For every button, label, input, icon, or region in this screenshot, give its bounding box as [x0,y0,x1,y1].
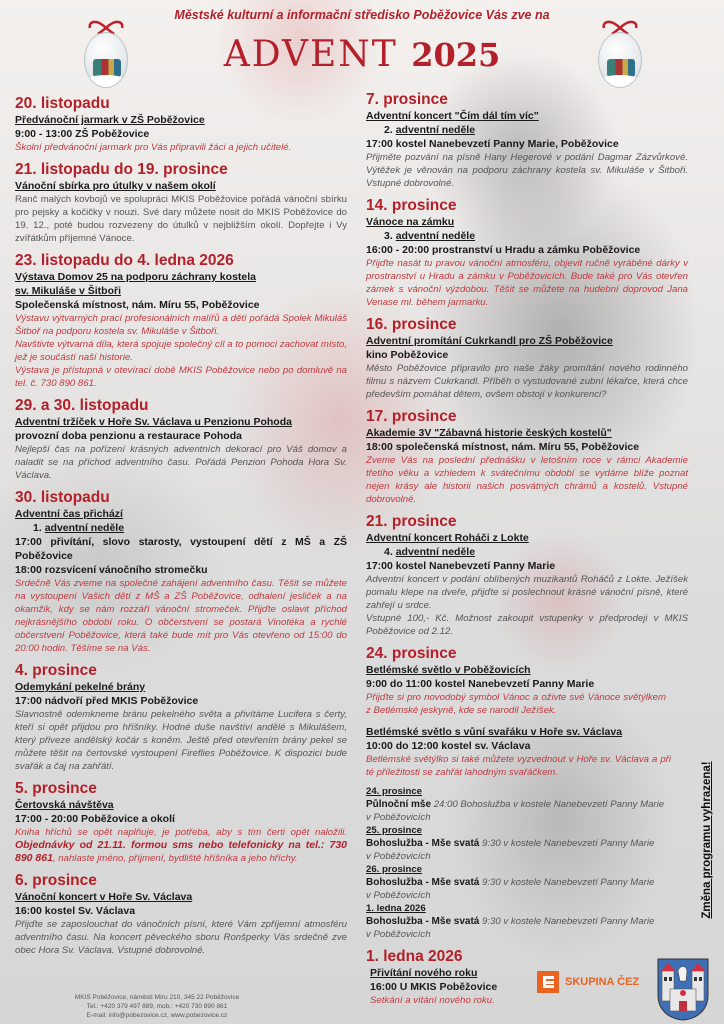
sunday-number: 4. [384,546,393,558]
event-title: Adventní tržíček v Hoře Sv. Václava u Penzionu Pohoda [15,416,292,428]
mass-name: Bohoslužba - Mše svatá [366,838,480,849]
desc-text: Kniha hříchů se opět naplňuje, je potřeba, aby s tím čerti opět naložili. [15,827,347,838]
sunday-label: adventní neděle [44,522,125,534]
mass-detail: 9:30 v kostele Nanebevzetí Panny Marie [482,877,655,888]
mass-place-text: v Poběžovicích [366,890,431,901]
event-16-dec [366,315,688,401]
event-title: Předvánoční jarmark v ZŠ Poběžovice [15,114,205,126]
event-desc [15,826,347,865]
event-24-dec [366,644,688,779]
event-date: 23. listopadu do 4. ledna 2026 [15,252,234,269]
event-title: Vánoční koncert v Hoře Sv. Václava [15,891,193,903]
event-date: 7. prosince [366,91,448,108]
event-desc: Setkání a vítání nového roku. [370,995,495,1006]
event-time: 16:00 U MKIS Poběžovice [370,981,498,993]
event-desc: Přijďte si pro novodobý symbol Vánoc a oživte své Vánoce světýlkem z Betlémské jeskyně, kde se narodil Ježíšek. [366,692,666,716]
title-year: 2025 [411,36,501,74]
event-desc: Přijďte se zaposlouchat do vánočních písní, které Vám zpříjemní atmosféru adventního času. Na koncert pěveckého sboru Ronšperky Vás srdečně zve obec Hora Sv. Václava. Vstupné dobrovolné. [15,919,347,956]
mass-item [366,837,688,850]
program-change-note [697,745,717,935]
event-desc: Slavnostně odemkneme bránu pekelného světa a přivítáme Lucifera s čerty, kteří si opět přijdou pro hříšníky. Hodné duše navštíví andělé s Mikulášem, který přiveze andělský kočár s koněm. Ještě před otevřením brány pekel se můžete těšit na čertovské vystoupení Fireflies Poběžovice. K dispozici bude svařák a čaj na zahřátí. [15,709,347,772]
mass-item [366,876,688,889]
mass-date: 25. prosince [366,825,422,836]
title-text: ADVENT [223,34,398,75]
mass-place-text: v Poběžovicích [366,929,431,940]
advent-sunday [15,521,347,535]
left-column [15,94,347,963]
event-title: Betlémské světlo v Poběžovicích [366,664,531,676]
event-title: Adventní koncert "Čím dál tím víc" [366,110,539,122]
advent-sunday [366,545,688,559]
mass-item [366,915,688,928]
event-desc: Adventní koncert v podání oblíbených muzikantů Roháčů z Lokte. Ježíšek pomalu klepe na dveře, přijďte si poslechnout krásné vánoční písně, které zahřejí u srdce. [366,574,688,611]
event-time: 9:00 - 13:00 ZŠ Poběžovice [15,128,150,140]
event-time: Společenská místnost, nám. Míru 55, Poběžovice [15,299,260,311]
event-7-dec [366,90,688,190]
mass-name: Bohoslužba - Mše svatá [366,877,480,888]
event-desc: Školní předvánoční jarmark pro Vás připravili žáci a jejich učitelé. [15,142,292,153]
event-date: 20. listopadu [15,95,110,112]
mass-place [366,928,688,941]
header-subtitle: Městské kulturní a informační středisko Poběžovice Vás zve na [174,8,550,22]
mass-place [366,811,688,824]
sponsor-logo [537,971,639,993]
event-desc: Betlémské světýlko si také můžete vyzvednout v Hoře sv. Václava a při té příležitosti se zahřát lahodným svařáčkem. [366,754,671,778]
event-desc: Navštivte výtvarná díla, která spojuje společný cíl a to pomoci zachovat místo, jež je součástí naší historie. [15,339,347,363]
mass-name: Bohoslužba - Mše svatá [366,916,480,927]
event-date: 29. a 30. listopadu [15,397,149,414]
event-desc: Výstavu výtvarných prací profesionálních malířů a dětí pořádá Spolek Mikuláš Šitboř na podporu kostela sv. Mikuláše v Šitboři. [15,313,347,337]
event-title: Odemykání pekelné brány [15,681,146,693]
sunday-label: adventní neděle [395,230,476,242]
event-title: Adventní promítání Cukrkandl pro ZŠ Poběžovice [366,335,613,347]
event-desc: Zveme Vás na poslední přednášku v letošním roce v rámci Akademie třetího věku a vzhledem k svátečnímu období se vydáme blíže poznat nejen krásy ale historii našich posvátných chrámů a kostelů. Vstupné dobrovolné. [366,455,688,505]
event-date: 30. listopadu [15,489,110,506]
mass-detail: 9:30 v kostele Nanebevzetí Panny Marie [482,916,655,927]
sunday-number: 2. [384,124,393,136]
footer-phone: Tel.: +420 379 497 889, mob.: +420 730 890 861 [86,1003,228,1010]
event-title: Betlémské světlo s vůní svařáku v Hoře sv. Václava [366,726,623,738]
event-title: Výstava Domov 25 na podporu záchrany kostela [15,271,256,283]
event-14-dec [366,196,688,309]
event-time: 16:00 - 20:00 prostranství u Hradu a zámku Poběžovice [366,244,641,256]
event-date: 4. prosince [15,662,97,679]
event-6-dec [15,871,347,957]
event-time: 10:00 do 12:00 kostel sv. Václava [366,740,531,752]
footer-contact [52,993,262,1020]
town-crest-icon [656,957,710,1021]
event-desc: Město Poběžovice připravilo pro naše žáky promítání nového rodinného filmu s názvem Cukrkandl. Příběh o vystudované zubní lékařce, která chce především pomáhat dětem, ovšem obstojí v konkurenci? [366,363,688,400]
event-date: 17. prosince [366,408,457,425]
sponsor-name: SKUPINA ČEZ [565,976,640,988]
event-time: 17:00 nádvoří před MKIS Poběžovice [15,695,199,707]
event-30-nov [15,488,347,655]
mass-detail: 24:00 Bohoslužba v kostele Nanebevzetí Panny Marie [433,799,665,810]
event-title: Vánoce na zámku [366,216,455,228]
event-title: Akademie 3V "Zábavná historie českých kostelů" [366,427,612,439]
event-time: 17:00 - 20:00 Poběžovice a okolí [15,813,175,825]
event-20-nov [15,94,347,154]
event-title: Vánoční sbírka pro útulky v našem okolí [15,180,216,192]
page-title [0,34,724,75]
event-date: 5. prosince [15,780,97,797]
footer-address: MKIS Poběžovice, náměstí Míru 210, 345 22 Poběžovice [74,994,240,1001]
event-title: sv. Mikuláše v Šitboři [15,285,122,297]
mass-place-text: v Poběžovicích [366,851,431,862]
event-17-dec [366,407,688,506]
mass-date: 1. ledna 2026 [366,903,426,914]
footer-email: E-mail: info@pobezovice.cz, www.pobezovice.cz [86,1012,228,1019]
desc-text: , nahlaste jméno, příjmení, bydliště hříšníka a jeho hříchy. [52,853,298,864]
sunday-number: 1. [33,522,42,534]
right-column [366,90,688,1013]
event-time: 18:00 rozsvícení vánočního stromečku [15,564,208,576]
event-title: Přivítání nového roku [370,967,478,979]
event-desc: Přijďte nasát tu pravou vánoční atmosféru, objevit ručně vyráběné dárky v prostranství u Hradu a zámku v Poběžovicích. Bude také pro Vás otevřen zámek s vánoční výzdobou. Těšit se můžete na hudební doprovod Jana Venase ml. během jarmarku. [366,258,688,308]
event-29-nov [15,396,347,482]
order-info: Objednávky od 21.11. formou sms nebo telefonicky na tel.: 730 890 861 [15,839,347,864]
note-text: Změna programu vyhrazena! [701,761,713,919]
event-4-dec [15,661,347,773]
advent-sunday [366,229,688,243]
event-5-dec [15,779,347,865]
event-date: 16. prosince [366,316,457,333]
event-time: 17:00 kostel Nanebevzetí Panny Marie [366,560,556,572]
event-date: 24. prosince [366,645,457,662]
mass-name: Půlnoční mše [366,799,432,810]
event-21-dec [366,512,688,638]
sunday-label: adventní neděle [395,124,476,136]
mass-date: 26. prosince [366,864,422,875]
event-desc: Ranč malých kovbojů ve spolupráci MKIS Poběžovice pořádá vánoční sbírku pro pejsky a kočičky v nouzi. Své dary můžete nosit do MKIS Poběžovice do 19. 12., poté budou rozvezeny do útulků v nejbližším okolí. Dopřejte i Vy zvířátkům příjemné Vánoce. [15,194,347,244]
cez-logo-icon [537,971,559,993]
event-date: 21. prosince [366,513,457,530]
mass-list [366,785,688,941]
event-date: 6. prosince [15,872,97,889]
event-time: 17:00 kostel Nanebevzetí Panny Marie, Poběžovice [366,138,619,150]
event-desc: Vstupné 100,- Kč. Možnost zakoupit vstupenky v předprodeji v MKIS Poběžovice od 2.12. [366,613,688,637]
event-time: 9:00 do 11:00 kostel Nanebevzetí Panny Marie [366,678,595,690]
event-time: provozní doba penzionu a restaurace Pohoda [15,430,242,442]
event-1-jan [366,947,688,1007]
event-date: 1. ledna 2026 [366,948,463,965]
mass-place [366,889,688,902]
event-time: 17:00 přivítání, slovo starosty, vystoupení dětí z MŠ a ZŠ Poběžovice [15,536,347,562]
event-date: 14. prosince [366,197,457,214]
sunday-label: adventní neděle [395,546,476,558]
event-desc: Nejlepší čas na pořízení krásných adventních dekorací pro Váš domov a naladit se na příchod adventního času. Pořádá Penzion Pohoda Hora Sv. Václava. [15,444,347,481]
event-time: kino Poběžovice [366,349,449,361]
event-title: Čertovská návštěva [15,799,114,811]
event-title: Adventní koncert Roháči z Lokte [366,532,529,544]
mass-item [366,798,688,811]
event-desc: Srdečně Vás zveme na společné zahájení adventního času. Těšit se můžete na vystoupení Vašich dětí z MŠ a ZŠ Poběžovice, odhalení jesliček a na okamžik, kdy se nám rozzáří vánoční stromeček. Přijďte oslavit příchod nejkrásnějšího období roku. O občerstvení se postará Vinotéka a rychlé občerstvení Poběžovice, která také bude mít pro Vás otevřeno od 15:00 do 20:00 hodin. Těšíme se na Vás. [15,578,347,654]
event-23-nov [15,251,347,390]
advent-sunday [366,123,688,137]
mass-place-text: v Poběžovicích [366,812,431,823]
mass-date: 24. prosince [366,786,422,797]
mass-detail: 9:30 v kostele Nanebevzetí Panny Marie [482,838,655,849]
event-desc: Přijměte pozvání na písně Hany Hegerové v podání Dagmar Zázvůrkové. Výtěžek je věnován na podporu záchrany kostela sv. Mikuláše v Šitboři. Vstupné dobrovolné. [366,152,688,189]
event-21-nov [15,160,347,245]
sunday-number: 3. [384,230,393,242]
event-desc: Výstava je přístupná v otevírací době MKIS Poběžovice nebo po domluvě na tel. č. 730 890 861. [15,365,347,389]
event-title: Adventní čas přichází [15,508,123,520]
event-time: 16:00 kostel Sv. Václava [15,905,136,917]
event-time: 18:00 společenská místnost, nám. Míru 55, Poběžovice [366,441,640,453]
mass-place [366,850,688,863]
event-date: 21. listopadu do 19. prosince [15,161,228,178]
